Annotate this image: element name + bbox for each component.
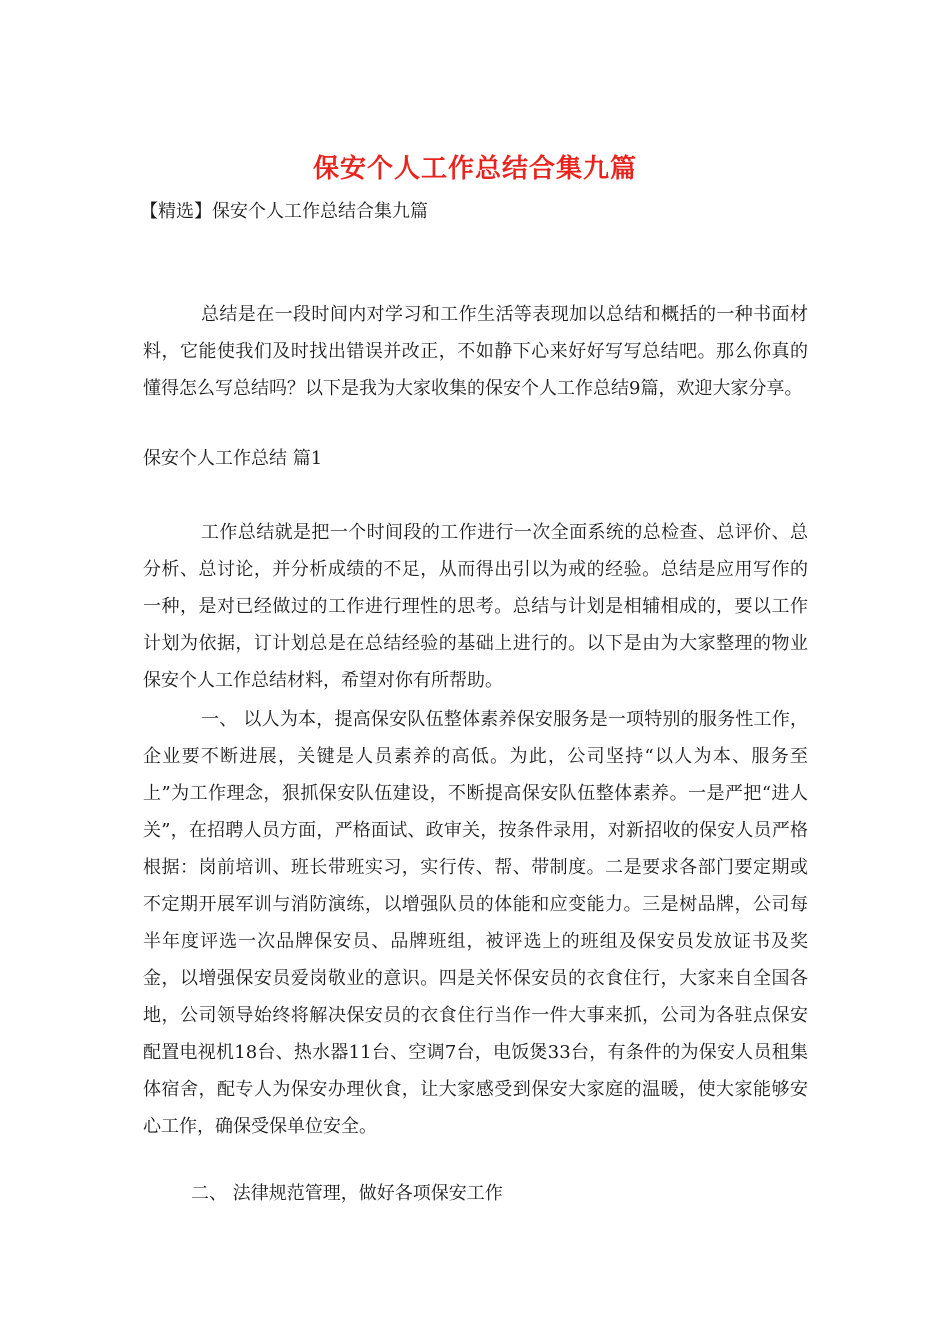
section-heading: 保安个人工作总结 篇1 <box>143 448 323 469</box>
section-item-heading: 二、 法律规范管理，做好各项保安工作 <box>191 1183 503 1204</box>
document-title: 保安个人工作总结合集九篇 <box>312 154 637 184</box>
intro-paragraph: 总结是在一段时间内对学习和工作生活等表现加以总结和概括的一种书面材料，它能使我们及时找出错误并改正，不如静下心来好好写写总结吧。那么你真的懂得怎么写总结吗？以下是我为大家收集的保安个人工作总结9篇，欢迎大家分享。 <box>143 304 808 399</box>
section-item-paragraph: 一、 以人为本，提高保安队伍整体素养保安服务是一项特别的服务性工作，企业要不断进展，关键是人员素养的高低。为此，公司坚持“以人为本、服务至上”为工作理念，狠抓保安队伍建设，不断提高保安队伍整体素养。一是严把“进人关”，在招聘人员方面，严格面试、政审关，按条件录用，对新招收的保安人员严格根据：岗前培训、班长带班实习，实行传、帮、带制度。二是要求各部门要定期或不定期开展军训与消防演练，以增强队员的体能和应变能力。三是树品牌，公司每半年度评选一次品牌保安员、品牌班组，被评选上的班组及保安员发放证书及奖金，以增强保安员爱岗敬业的意识。四是关怀保安员的衣食住行，大家来自全国各地，公司领导始终将解决保安员的衣食住行当作一件大事来抓，公司为各驻点保安配置电视机18台、热水器11台、空调7台，电饭煲33台，有条件的为保安人员租集体宿舍，配专人为保安办理伙食，让大家感受到保安大家庭的温暖，使大家能够安心工作，确保受保单位安全。 <box>143 709 808 1137</box>
section-item-block <box>143 701 808 1145</box>
section-paragraph: 工作总结就是把一个时间段的工作进行一次全面系统的总检查、总评价、总分析、总讨论，并分析成绩的不足，从而得出引以为戒的经验。总结是应用写作的一种，是对已经做过的工作进行理性的思考。总结与计划是相辅相成的，要以工作计划为依据，订计划总是在总结经验的基础上进行的。以下是由为大家整理的物业保安个人工作总结材料，希望对你有所帮助。 <box>143 522 808 691</box>
intro-paragraph-block <box>143 296 808 407</box>
document-subtitle: 【精选】保安个人工作总结合集九篇 <box>140 201 428 222</box>
section-paragraph-block <box>143 514 808 699</box>
